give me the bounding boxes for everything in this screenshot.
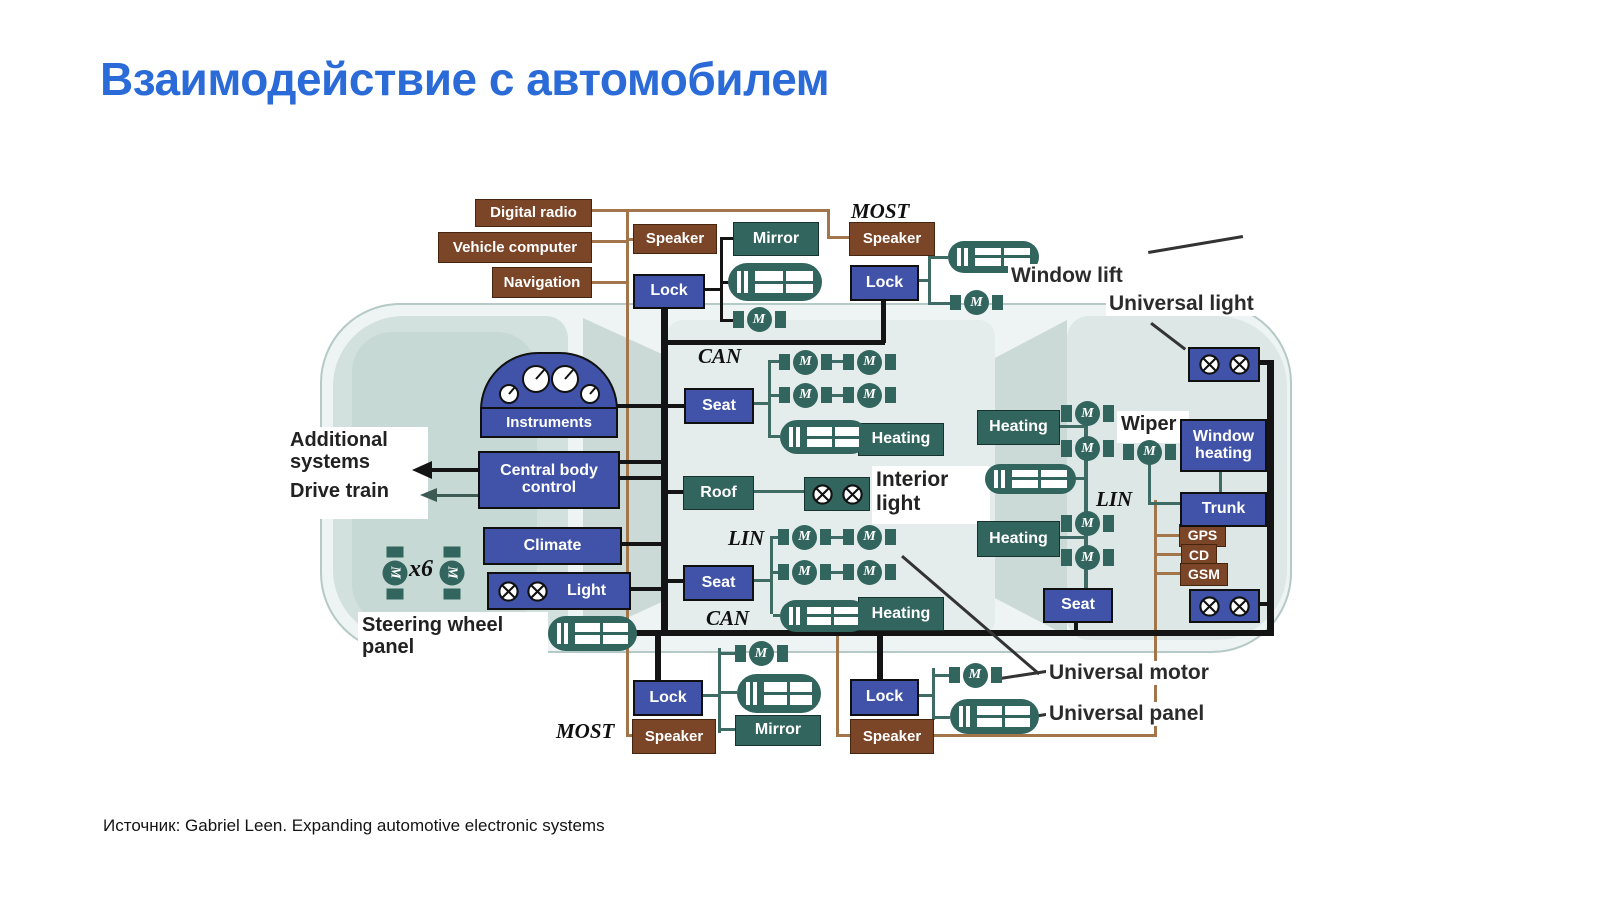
motor-icon: M: [439, 549, 466, 597]
connector-line: [668, 490, 683, 494]
motor-icon: M: [1064, 400, 1111, 427]
most-bus-line: [590, 281, 628, 284]
panel-icon: [985, 464, 1076, 494]
node-cd: CD: [1181, 544, 1217, 566]
node-lock: Lock: [850, 679, 919, 716]
can-bus-line: [661, 340, 885, 345]
panel-icon: [728, 263, 822, 301]
steering-wheel-panel-label: Steering wheel panel: [358, 612, 548, 676]
can-bus-line: [1267, 360, 1274, 636]
can-bus-line: [881, 297, 886, 343]
node-navigation: Navigation: [492, 267, 592, 298]
most-bus-line: [1154, 534, 1181, 537]
node-heating: Heating: [858, 423, 944, 456]
arrow-shaft: [430, 468, 482, 472]
connector-line: [928, 255, 931, 305]
motor-icon: M: [783, 382, 828, 408]
panel-icon: [780, 600, 867, 632]
connector-line: [752, 490, 807, 493]
connector-line: [1148, 502, 1180, 505]
connector-line: [720, 237, 723, 322]
steering-wheel-panel-icon: [548, 616, 637, 651]
node-lock: Lock: [850, 265, 919, 301]
arrow-shaft: [436, 494, 482, 497]
connector-line: [668, 579, 683, 583]
motor-icon: M: [847, 559, 892, 585]
universal-light-lamps: [1189, 589, 1260, 623]
connector-line: [935, 716, 950, 719]
node-climate: Climate: [483, 527, 622, 565]
connector-line: [721, 691, 737, 694]
connector-line: [931, 256, 948, 259]
lin-bus-label: LIN: [728, 526, 765, 550]
node-gsm: GSM: [1180, 563, 1228, 586]
lamp-icon: [811, 483, 834, 506]
connector-line: [614, 476, 661, 480]
node-trunk: Trunk: [1180, 492, 1267, 527]
interior-light-label: Interior light: [872, 466, 990, 524]
motor-icon: M: [847, 382, 892, 408]
motor-icon: M: [782, 524, 827, 550]
node-mirror: Mirror: [735, 715, 821, 746]
lamp-icon: [1198, 353, 1221, 376]
lamp-icon: [1198, 595, 1221, 618]
motor-icon: M: [952, 290, 1001, 315]
node-speaker: Speaker: [850, 719, 934, 754]
node-seat: Seat: [684, 388, 754, 424]
most-bus-line: [827, 209, 830, 238]
most-bus-line: [1154, 572, 1182, 575]
connector-line: [877, 636, 883, 680]
panel-icon: [950, 699, 1039, 734]
arrow-head: [420, 488, 437, 502]
connector-line: [768, 360, 771, 438]
node-speaker: Speaker: [632, 719, 716, 754]
node-lock: Lock: [633, 274, 705, 309]
connector-line: [723, 237, 733, 240]
node-vehicle-computer: Vehicle computer: [438, 232, 592, 263]
universal-light-label: Universal light: [1106, 292, 1257, 316]
leader-line: [1000, 670, 1047, 680]
connector-line: [613, 404, 663, 408]
motor-icon: M: [950, 662, 1000, 688]
window-lift-label: Window lift: [1008, 264, 1126, 288]
motor-icon: M: [783, 349, 828, 375]
lamp-icon: [1228, 353, 1251, 376]
motor-icon: M: [1064, 510, 1111, 537]
universal-motor-label: Universal motor: [1046, 661, 1212, 685]
motor-icon: M: [382, 549, 409, 597]
instruments-gauges-icon: [480, 352, 618, 410]
most-bus-line: [932, 734, 1156, 737]
connector-line: [655, 636, 661, 681]
x6-label: x6: [409, 556, 433, 582]
most-bus-line: [836, 633, 839, 736]
page-title: Взаимодействие с автомобилем: [100, 53, 830, 105]
panel-icon: [780, 420, 868, 454]
source-caption: Источник: Gabriel Leen. Expanding automotive electronic systems: [103, 816, 605, 835]
connector-line: [616, 542, 661, 546]
panel-icon: [737, 674, 821, 713]
node-light: Light: [487, 572, 631, 610]
motor-icon: M: [847, 349, 892, 375]
motor-icon: M: [735, 306, 783, 333]
leader-line: [1148, 235, 1243, 253]
connector-line: [931, 302, 952, 305]
motor-icon: M: [737, 640, 785, 667]
node-heating: Heating: [977, 410, 1060, 445]
can-bus-line: [661, 304, 668, 634]
lamp-icon: [526, 580, 549, 603]
motor-icon: M: [1064, 435, 1111, 462]
most-bus-label: MOST: [851, 199, 910, 223]
universal-light-lamps: [1188, 347, 1260, 382]
node-digital-radio: Digital radio: [475, 199, 592, 227]
node-central-body-control: Central body control: [478, 451, 620, 509]
node-seat: Seat: [683, 565, 754, 601]
node-mirror: Mirror: [733, 222, 819, 256]
connector-line: [770, 536, 773, 614]
motor-icon: M: [782, 559, 827, 585]
most-bus-line: [590, 240, 628, 243]
node-heating: Heating: [977, 521, 1060, 557]
node-speaker: Speaker: [849, 222, 935, 256]
additional-systems-label: Additional systems Drive train: [286, 427, 428, 519]
node-roof: Roof: [683, 476, 754, 510]
motor-icon: M: [847, 524, 892, 550]
wiper-motor-icon: M: [1126, 439, 1173, 465]
most-bus-line: [827, 236, 849, 239]
connector-line: [614, 460, 661, 464]
interior-light-lamps: [804, 477, 870, 511]
lamp-icon: [841, 483, 864, 506]
node-gps: GPS: [1179, 524, 1226, 547]
connector-line: [1148, 463, 1151, 505]
connector-line: [771, 435, 780, 438]
connector-line: [668, 404, 684, 408]
universal-panel-label: Universal panel: [1046, 702, 1207, 726]
arrow-head: [412, 461, 432, 479]
lamp-icon: [497, 580, 520, 603]
node-window-heating: Window heating: [1180, 419, 1267, 472]
node-seat: Seat: [1043, 588, 1113, 623]
can-bus-label: CAN: [698, 344, 742, 368]
most-bus-label: MOST: [556, 719, 615, 743]
lamp-icon: [1228, 595, 1251, 618]
connector-line: [773, 614, 780, 617]
wiper-label: Wiper: [1117, 411, 1189, 443]
node-lock: Lock: [633, 680, 703, 716]
node-instruments: Instruments: [480, 407, 618, 438]
lin-bus-label: LIN: [1096, 487, 1133, 511]
connector-line: [721, 728, 735, 731]
node-speaker: Speaker: [633, 224, 717, 254]
most-bus-line: [626, 209, 629, 737]
most-bus-line: [1154, 553, 1183, 556]
motor-icon: M: [1064, 544, 1111, 571]
can-bus-label: CAN: [706, 606, 750, 630]
node-heating: Heating: [858, 597, 944, 631]
